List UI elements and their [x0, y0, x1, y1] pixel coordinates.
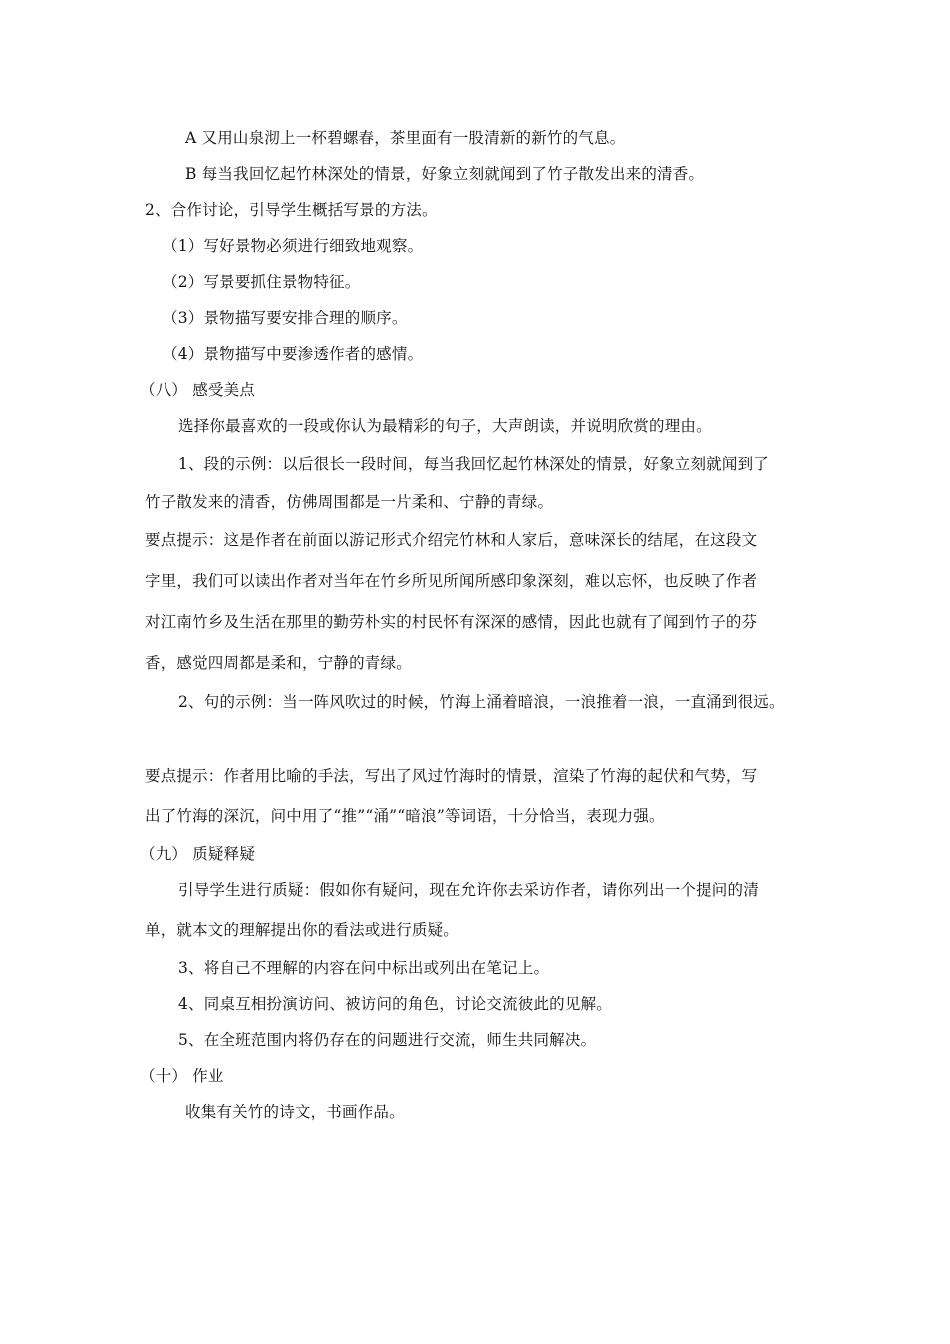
paragraph-example-line-2: 竹子散发来的清香，仿佛周围都是一片柔和、宁静的青绿。	[145, 493, 554, 511]
step-3-line: 3、将自己不理解的内容在问中标出或列出在笔记上。	[178, 959, 550, 977]
section-10-heading: （十） 作业	[140, 1067, 224, 1085]
tip-1-line-4: 香，感觉四周都是柔和，宁静的青绿。	[145, 654, 412, 672]
homework-line: 收集有关竹的诗文，书画作品。	[185, 1103, 405, 1121]
method-item-3: （3）景物描写要安排合理的顺序。	[162, 309, 408, 327]
step-5-line: 5、在全班范围内将仍存在的问题进行交流，师生共同解决。	[178, 1031, 597, 1049]
tip-1-line-2: 字里，我们可以读出作者对当年在竹乡所见所闻所感印象深刻，难以忘怀，也反映了作者	[145, 572, 758, 590]
method-item-4: （4）景物描写中要渗透作者的感情。	[162, 345, 424, 363]
option-a-line: A 又用山泉沏上一杯碧螺春，茶里面有一股清新的新竹的气息。	[185, 129, 626, 147]
paragraph-example-line-1: 1、段的示例：以后很长一段时间，每当我回忆起竹林深处的情景，好象立刻就闻到了	[178, 455, 769, 473]
section-8-heading: （八） 感受美点	[140, 381, 256, 399]
method-item-2: （2）写景要抓住景物特征。	[162, 273, 361, 291]
tip-1-line-3: 对江南竹乡及生活在那里的勤劳朴实的村民怀有深深的感情，因此也就有了闻到竹子的芬	[145, 613, 758, 631]
section-9-intro-line-1: 引导学生进行质疑：假如你有疑问，现在允许你去采访作者，请你列出一个提问的清	[178, 881, 759, 899]
option-b-line: B 每当我回忆起竹林深处的情景，好象立刻就闻到了竹子散发出来的清香。	[185, 165, 705, 183]
method-item-1: （1）写好景物必须进行细致地观察。	[162, 237, 424, 255]
section-9-intro-line-2: 单，就本文的理解提出你的看法或进行质疑。	[145, 921, 460, 939]
tip-1-line-1: 要点提示：这是作者在前面以游记形式介绍完竹林和人家后，意味深长的结尾，在这段文	[145, 531, 758, 549]
step-2-heading: 2、合作讨论，引导学生概括写景的方法。	[145, 201, 438, 219]
step-4-line: 4、同桌互相扮演访问、被访问的角色，讨论交流彼此的见解。	[178, 995, 612, 1013]
tip-2-line-1: 要点提示：作者用比喻的手法，写出了风过竹海时的情景，渲染了竹海的起伏和气势，写	[145, 767, 758, 785]
sentence-example-line: 2、句的示例：当一阵风吹过的时候，竹海上涌着暗浪，一浪推着一浪，一直涌到很远。	[178, 693, 785, 711]
tip-2-line-2: 出了竹海的深沉，问中用了“推”“涌”“暗浪”等词语，十分恰当，表现力强。	[145, 807, 665, 825]
section-9-heading: （九） 质疑释疑	[140, 845, 256, 863]
section-8-intro: 选择你最喜欢的一段或你认为最精彩的句子，大声朗读，并说明欣赏的理由。	[178, 417, 712, 435]
